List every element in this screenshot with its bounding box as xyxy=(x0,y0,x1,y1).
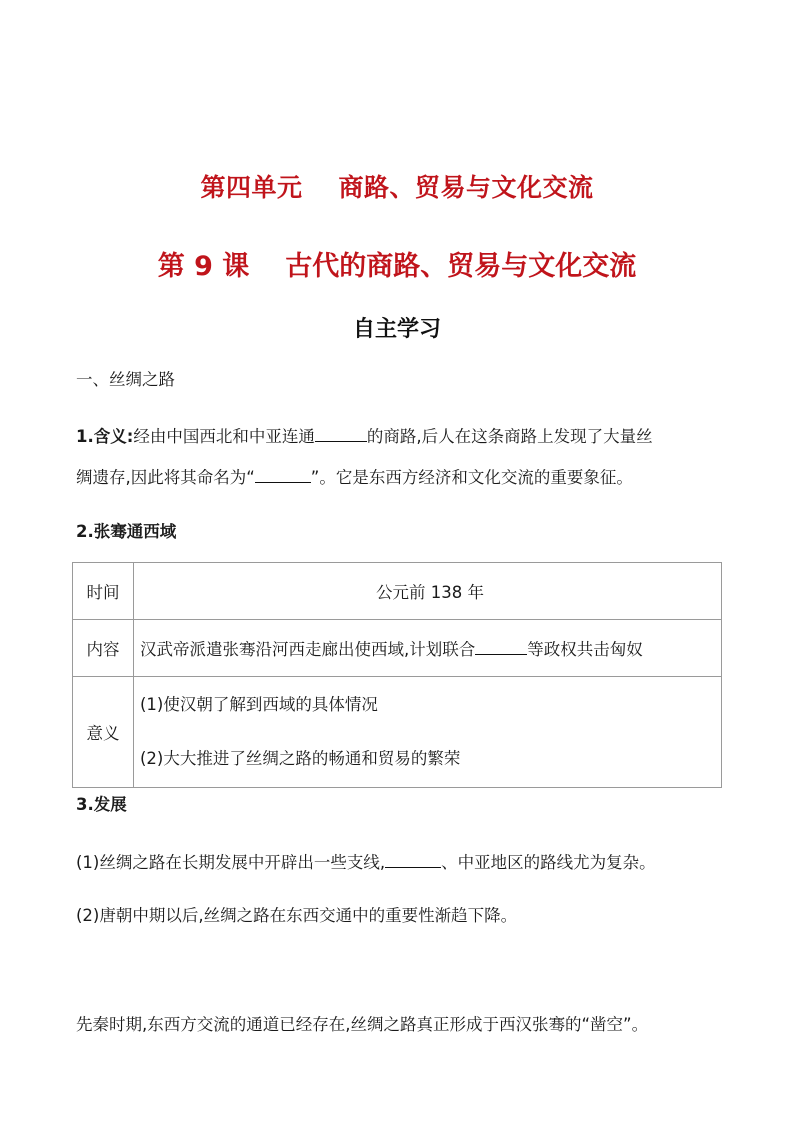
table-label-content: 内容 xyxy=(73,620,134,677)
fill-blank-1[interactable] xyxy=(315,423,367,442)
item-1-text-b: 的商路,后人在这条商路上发现了大量丝 xyxy=(366,427,653,446)
footnote: 先秦时期,东西方交流的通道已经存在,丝绸之路真正形成于西汉张骞的“凿空”。 xyxy=(76,1015,649,1034)
unit-number: 第四单元 xyxy=(200,173,303,202)
unit-name: 商路、贸易与文化交流 xyxy=(338,173,594,202)
table-row xyxy=(73,677,722,788)
item-1-line-2 xyxy=(76,464,633,490)
item-1-text-d: ”。它是东西方经济和文化交流的重要象征。 xyxy=(310,468,633,487)
table-row xyxy=(73,620,722,677)
lesson-name: 古代的商路、贸易与文化交流 xyxy=(285,251,637,282)
content-text-b: 等政权共击匈奴 xyxy=(527,640,643,659)
item-3-text-b: 、中亚地区的路线尤为复杂。 xyxy=(441,853,656,872)
item-3-line-1 xyxy=(76,849,656,875)
item-3-heading: 3.发展 xyxy=(76,795,127,814)
item-1-text-c: 绸遗存,因此将其命名为“ xyxy=(76,468,255,487)
table-row xyxy=(73,563,722,620)
item-1-text-a: 经由中国西北和中亚连通 xyxy=(133,427,315,446)
lesson-number: 第 9 课 xyxy=(157,251,250,282)
table-cell-time: 公元前 138 年 xyxy=(134,563,722,620)
zhang-qian-table xyxy=(72,562,722,788)
item-3-line-2: (2)唐朝中期以后,丝绸之路在东西交通中的重要性渐趋下降。 xyxy=(76,906,518,925)
fill-blank-3[interactable] xyxy=(475,636,527,655)
item-1-line-1 xyxy=(76,423,653,449)
table-cell-content xyxy=(134,620,722,677)
table-cell-significance xyxy=(134,677,722,788)
lesson-title xyxy=(0,244,794,283)
significance-line-1: (1)使汉朝了解到西域的具体情况 xyxy=(140,695,378,714)
table-label-time: 时间 xyxy=(73,563,134,620)
content-text-a: 汉武帝派遣张骞沿河西走廊出使西域,计划联合 xyxy=(140,640,476,659)
item-1-label: 1.含义: xyxy=(76,427,134,446)
item-2-heading: 2.张骞通西域 xyxy=(76,522,177,541)
section-title: 自主学习 xyxy=(352,317,441,342)
unit-title xyxy=(0,168,794,204)
fill-blank-2[interactable] xyxy=(255,464,311,483)
heading-silk-road: 一、丝绸之路 xyxy=(76,370,175,389)
significance-line-2: (2)大大推进了丝绸之路的畅通和贸易的繁荣 xyxy=(140,749,461,768)
item-3-text-a: (1)丝绸之路在长期发展中开辟出一些支线, xyxy=(76,853,386,872)
fill-blank-4[interactable] xyxy=(385,849,441,868)
table-label-significance: 意义 xyxy=(73,677,134,788)
